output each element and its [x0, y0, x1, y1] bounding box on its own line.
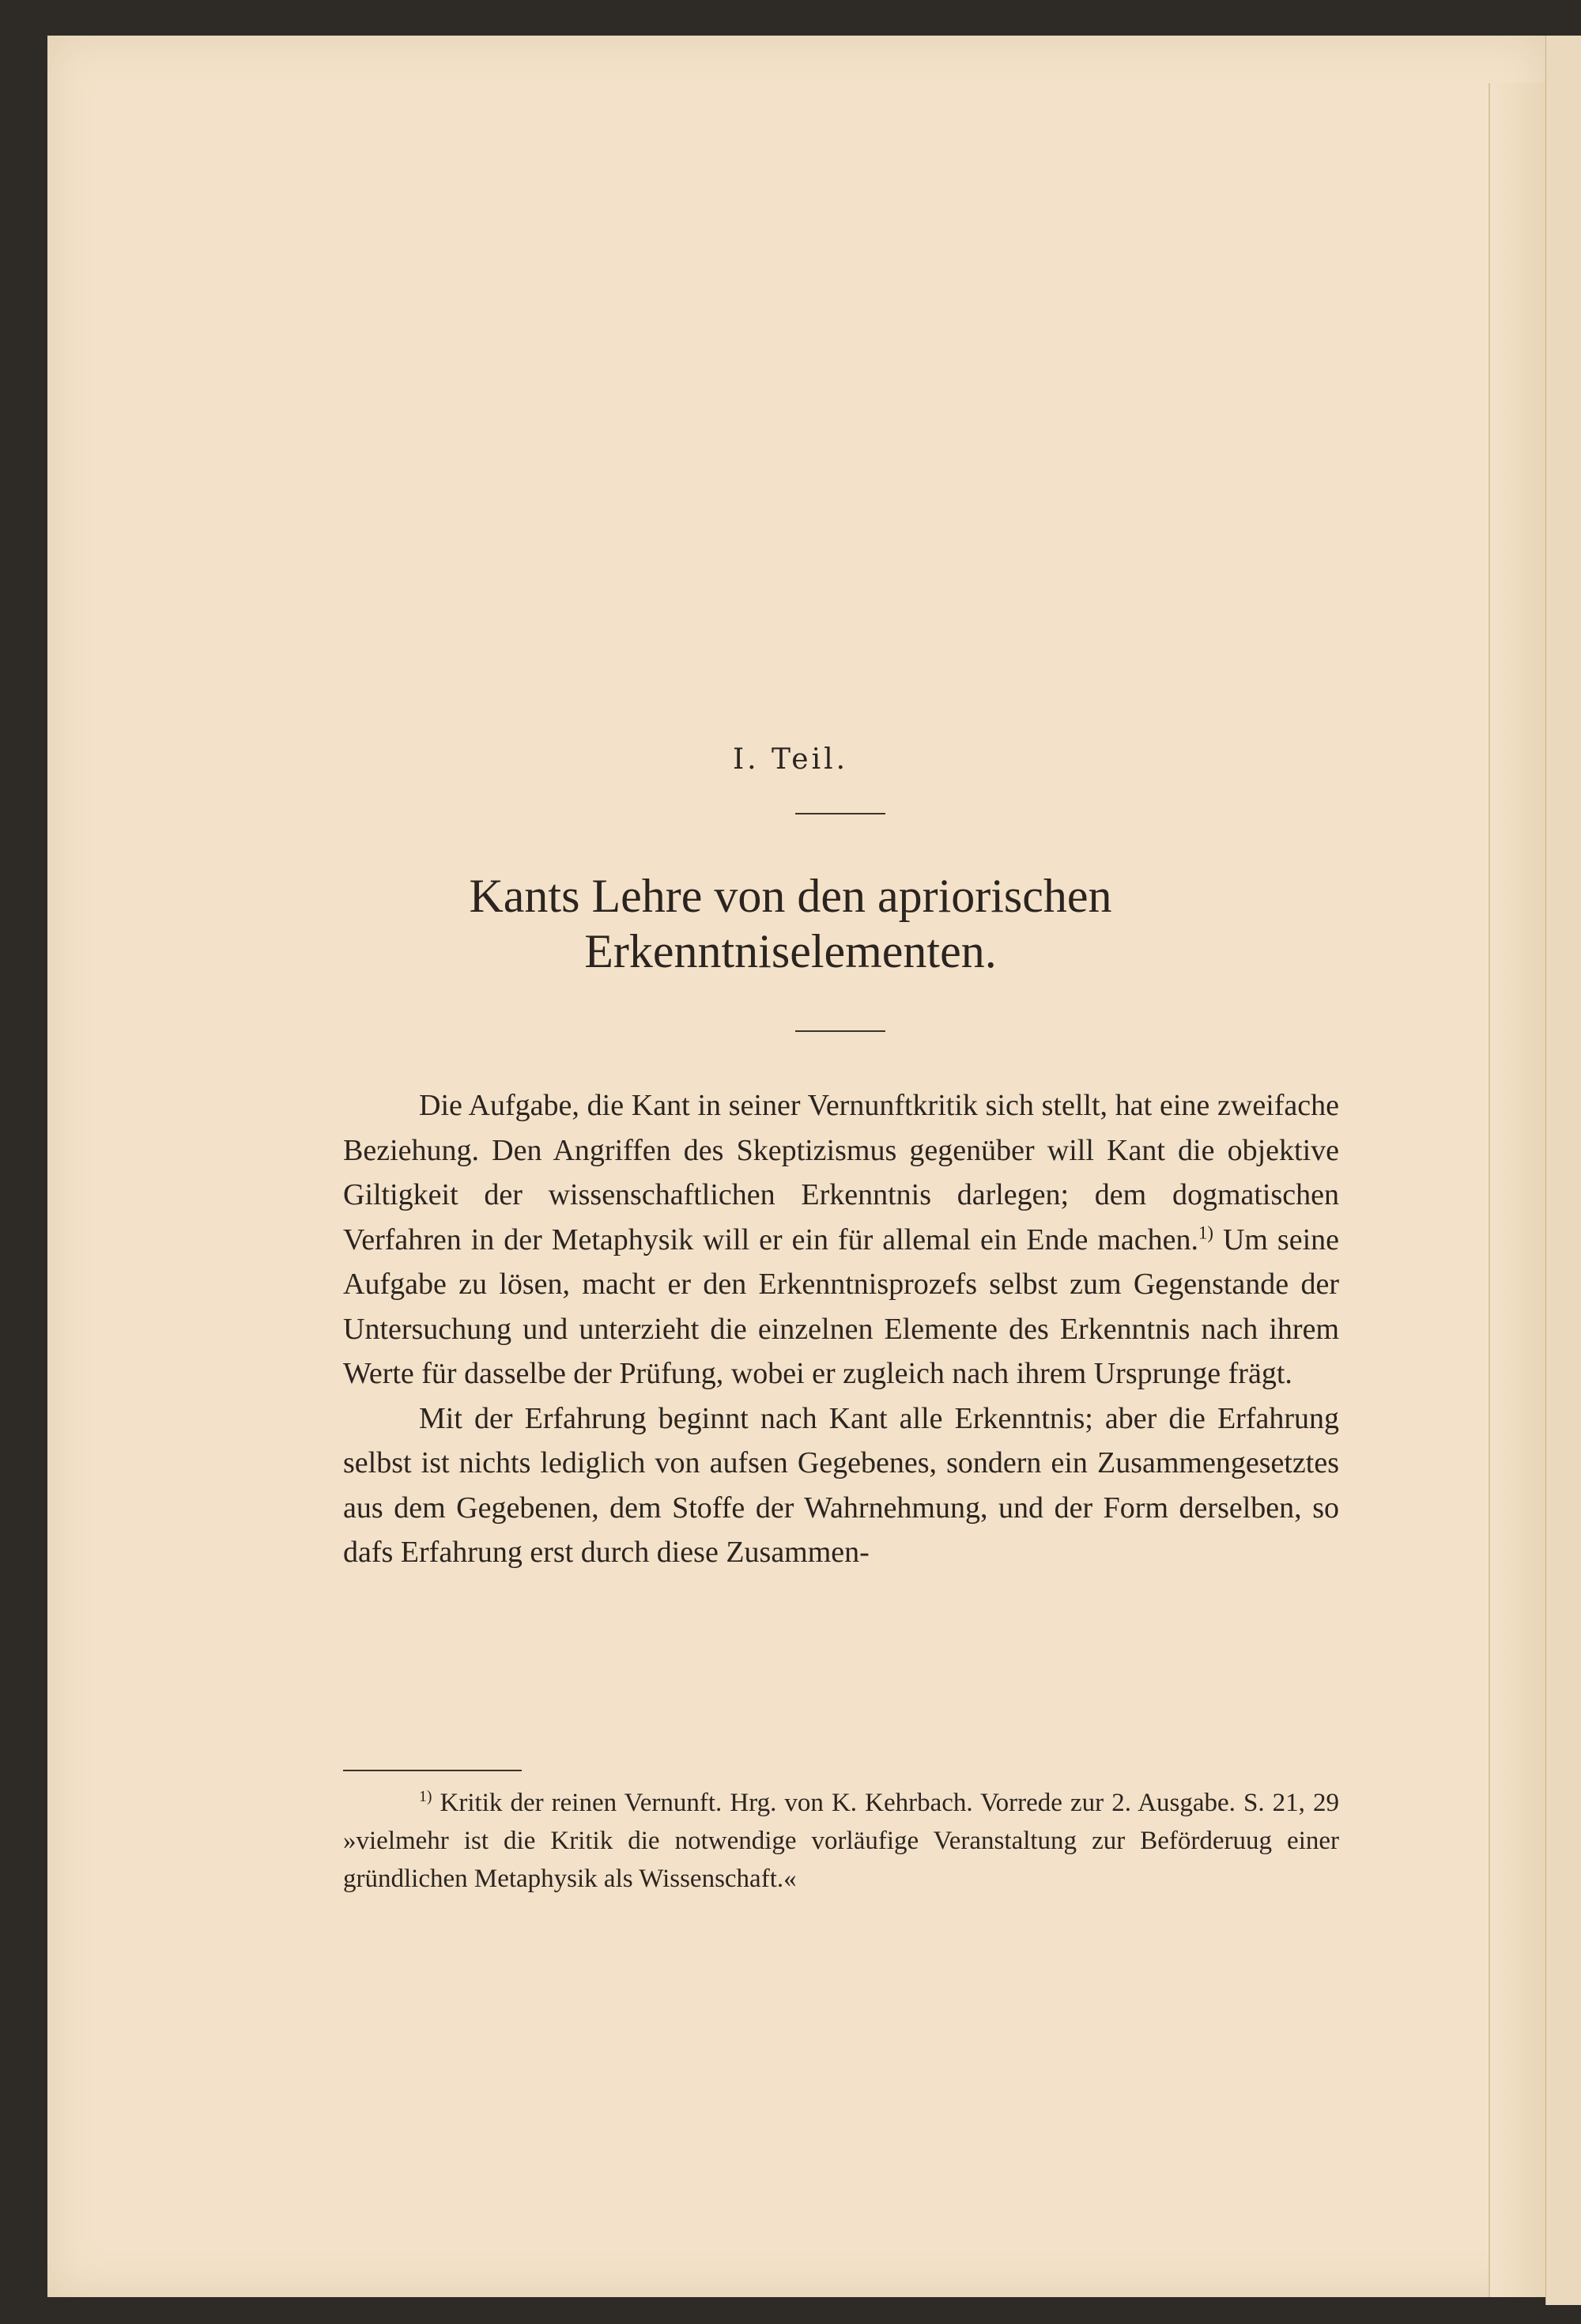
paragraph-1	[343, 1083, 1339, 1396]
heading-divider	[795, 813, 885, 814]
chapter-title	[0, 868, 1581, 979]
footnote	[343, 1784, 1339, 1898]
footnote-marker: 1)	[419, 1788, 432, 1805]
paragraph-2: Mit der Erfahrung beginnt nach Kant alle Erkenntnis; aber die Erfahrung selbst ist nichts lediglich von aufsen Gegebenes, sondern ein Zusammengesetztes aus dem Gegebenen, dem Stoffe der Wahrnehmung, und der Form derselben, so dafs Erfahrung erst durch diese Zusammen-	[343, 1401, 1339, 1569]
footnote-text: Kritik der reinen Vernunft. Hrg. von K. Kehrbach. Vorrede zur 2. Ausgabe. S. 21, 29 »vielmehr ist die Kritik die notwendige vorläufige Veranstaltung zur Beförderuug einer gründlichen Metaphysik als Wissenschaft.«	[343, 1789, 1339, 1893]
body-text	[343, 1083, 1339, 1575]
chapter-title-line-2: Erkenntniselementen.	[584, 925, 997, 977]
title-divider	[795, 1030, 885, 1032]
chapter-title-line-1: Kants Lehre von den apriorischen	[469, 870, 1112, 922]
part-heading: I. Teil.	[732, 743, 849, 776]
footnote-reference: 1)	[1198, 1222, 1214, 1242]
footnote-divider	[343, 1770, 522, 1771]
paragraph-1-continuation: Um seine Aufgabe zu lösen, macht er den Erkenntnisprozefs selbst zum Gegenstande der Untersuchung und unterzieht die einzelnen Elemente des Erkenntnis nach ihrem Werte für dasselbe der Prüfung, wobei er zugleich nach ihrem Ursprunge frägt.	[343, 1222, 1339, 1390]
paragraph-1-text: Die Aufgabe, die Kant in seiner Vernunftkritik sich stellt, hat eine zweifache Beziehung. Den Angriffen des Skeptizismus gegenüber will Kant die objektive Giltigkeit der wissenschaftlichen Erkenntnis darlegen; dem dogmatischen Verfahren in der Metaphysik will er ein für allemal ein Ende machen.	[343, 1089, 1339, 1256]
page-edge	[1489, 83, 1545, 2297]
next-page-leaf	[1545, 36, 1581, 2305]
